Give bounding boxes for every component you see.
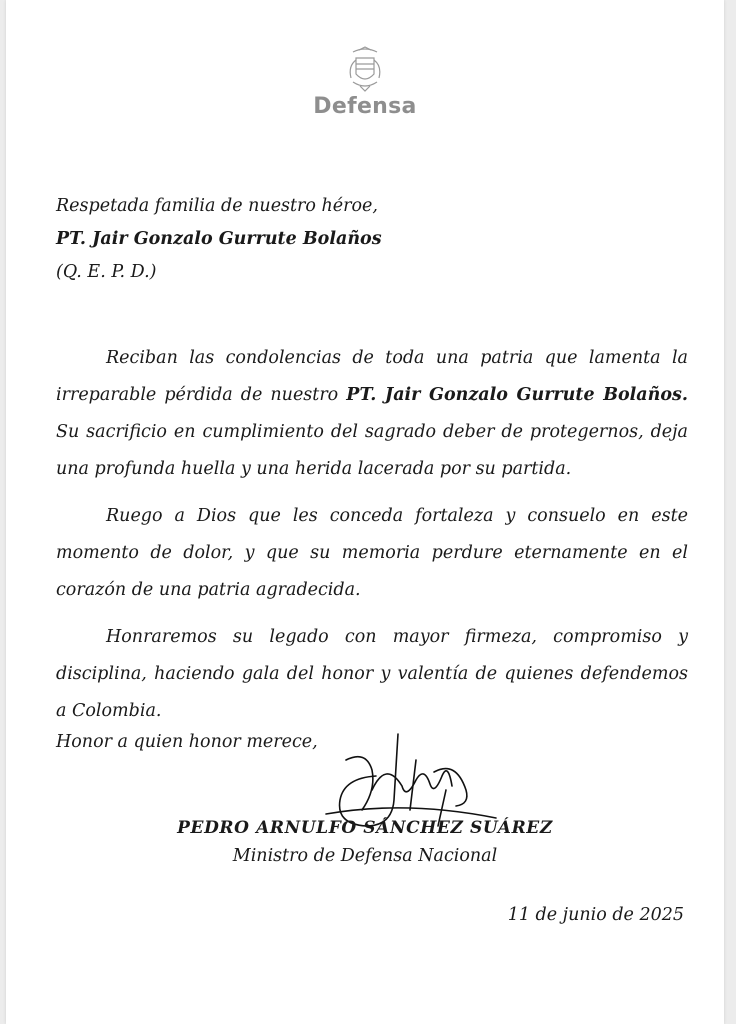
letter-page xyxy=(6,0,724,1024)
salutation-block xyxy=(56,190,688,289)
colombia-coat-of-arms-icon xyxy=(345,46,385,92)
hero-name: PT. Jair Gonzalo Gurrute Bolaños xyxy=(56,229,382,249)
paragraph-text: Su sacrificio en cumplimiento del sagrado deber de protegernos, deja una profunda huella y una herida lacerada por su partida. xyxy=(56,422,688,479)
hero-name-inline: PT. Jair Gonzalo Gurrute Bolaños. xyxy=(346,385,688,405)
signer-role: Ministro de Defensa Nacional xyxy=(232,846,498,866)
salutation-line: Respetada familia de nuestro héroe, xyxy=(56,196,378,216)
qepd-line: (Q. E. P. D.) xyxy=(56,262,157,282)
paragraph-legacy: Honraremos su legado con mayor firmeza, compromiso y disciplina, haciendo gala del honor y valentía de quienes defendemos a Colombia. xyxy=(56,627,688,721)
paragraph-condolences xyxy=(56,340,688,488)
letter-body xyxy=(56,340,688,740)
letter-date: 11 de junio de 2025 xyxy=(507,905,684,925)
ministry-logo-text: Defensa xyxy=(313,94,417,119)
signer-block xyxy=(6,818,724,866)
signer-name: PEDRO ARNULFO SÁNCHEZ SUÁREZ xyxy=(177,818,553,838)
closing-line: Honor a quien honor merece, xyxy=(56,732,318,752)
paragraph-prayer: Ruego a Dios que les conceda fortaleza y consuelo en este momento de dolor, y que su memoria perdure eternamente en el corazón de una patria agradecida. xyxy=(56,506,688,600)
letterhead xyxy=(6,46,724,119)
paragraph-text: Reciban las condolencias de toda una patria que lamenta la irreparable pérdida de nuestro xyxy=(56,348,688,405)
